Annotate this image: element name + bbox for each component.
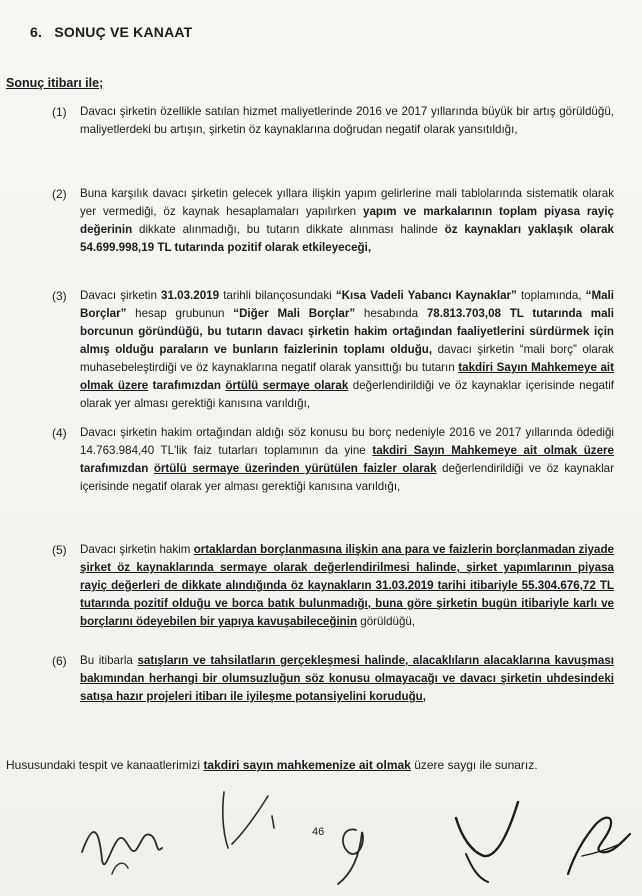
bold-text: öz kaynakları yaklaşık olarak 54.699.998,19 TL tutarında pozitif olarak etkileyeceği, bbox=[80, 223, 614, 254]
item-number: (3) bbox=[52, 289, 67, 303]
text-run: Davacı şirketin hakim ortağından aldığı söz konusu bu borç nedeniyle 2016 ve 2017 yıllarında ödediği 14.763.984,40 TL'lik faiz tutarları toplamının da yine bbox=[80, 426, 614, 457]
closing-statement bbox=[6, 756, 616, 774]
signature-5 bbox=[562, 804, 636, 884]
bold-text: yapım ve markalarının toplam piyasa rayiç değerinin bbox=[80, 205, 615, 236]
underlined-bold-text: takdiri Sayın Mahkemeye ait olmak üzere bbox=[80, 361, 615, 392]
item-text bbox=[80, 424, 614, 496]
conclusion-heading: Sonuç itibarı ile; bbox=[6, 76, 104, 90]
signature-1 bbox=[72, 790, 182, 880]
conclusion-item-2 bbox=[52, 185, 614, 257]
conclusion-item-6 bbox=[52, 652, 614, 706]
bold-text: 31.03.2019 bbox=[161, 289, 220, 302]
item-number: (5) bbox=[52, 543, 67, 557]
underlined-bold-text: takdiri Sayın Mahkemeye ait olmak üzere bbox=[372, 444, 615, 457]
conclusion-item-5 bbox=[52, 541, 614, 631]
item-text bbox=[80, 652, 614, 706]
section-number: 6. bbox=[30, 24, 43, 40]
bold-text: tarafımızdan bbox=[80, 462, 149, 475]
closing-text-after: üzere saygı ile sunarız. bbox=[410, 758, 538, 772]
bold-text: “Diğer Mali Borçlar” bbox=[233, 307, 356, 320]
closing-text-before: Hususundaki tespit ve kanaatlerimizi bbox=[6, 758, 204, 772]
bold-text: 78.813.703,08 TL tutarında mali borcunun göründüğü, bu tutarın davacı şirketin hakim ortağından faaliyetlerini sürdürmek için almış olduğu paraların ve bunların faizlerinin toplamı olduğu, bbox=[80, 307, 614, 356]
underlined-bold-text: satışların ve tahsilatların gerçekleşmesi halinde, alacaklıların alacaklarına kavuşması bakımından herhangi bir olumsuzluğun söz konusu olmayacağı ve davacı şirketin uhdesindeki satışa hazır projeleri itibarı ile iyileşme potansiyelini koruduğu, bbox=[80, 654, 614, 703]
section-title bbox=[30, 24, 192, 40]
item-text bbox=[80, 185, 614, 257]
text-run: değerlendirildiği ve öz kaynaklar içerisinde negatif olarak yer alması gerektiği kanısına varıldığı, bbox=[80, 379, 614, 410]
text-run: Bu itibarla bbox=[80, 654, 138, 667]
text-run: dikkate alınmadığı, bu tutarın dikkate alınması halinde bbox=[132, 223, 445, 236]
underlined-bold-text: örtülü sermaye olarak bbox=[225, 379, 349, 392]
conclusion-item-4 bbox=[52, 424, 614, 496]
bold-text: tarafımızdan bbox=[152, 379, 221, 392]
section-title-text: SONUÇ VE KANAAT bbox=[54, 24, 193, 40]
text-run: toplamında, bbox=[516, 289, 586, 302]
signature-4 bbox=[448, 798, 528, 888]
underlined-bold-text: ortaklardan borçlanmasına ilişkin ana para ve faizlerin borçlanmadan ziyade şirket öz kaynaklarında sermaye olarak değerlendirilmesi halinde, şirket yapımlarının piyasa rayiç değerleri de dikkate alındığında öz kaynakların 31.03.2019 tarihi itibariyle 55.304.676,72 TL tutarında pozitif olduğu ve borca batık bulunmadığı, buna göre şirketin bugün itibariyle karlı ve borçlarını ödeyebilen bir yapıya kavuşabileceğinin bbox=[80, 543, 614, 628]
item-number: (4) bbox=[52, 426, 67, 440]
text-run: görüldüğü, bbox=[357, 615, 416, 628]
bold-text: “Mali Borçlar” bbox=[80, 289, 615, 320]
signature-3 bbox=[326, 812, 396, 892]
item-text bbox=[80, 103, 614, 139]
conclusion-item-1 bbox=[52, 103, 614, 139]
text-run: hesap grubunun bbox=[126, 307, 234, 320]
text-run: davacı şirketin “mali borç” olarak muhasebeleştirdiği ve öz kaynaklarına negatif olarak yansıttığı bu tutarın bbox=[80, 343, 614, 374]
closing-text-emphasis: takdiri sayın mahkemenize ait olmak bbox=[203, 758, 411, 772]
text-run: Davacı şirketin hakim bbox=[80, 543, 194, 556]
bold-text: “Kısa Vadeli Yabancı Kaynaklar” bbox=[335, 289, 517, 302]
text-run: tarihli bilançosundaki bbox=[219, 289, 336, 302]
text-run: değerlendirildiği ve öz kaynaklar içerisinde negatif olarak yer alması gerektiği kanısına varıldığı, bbox=[80, 462, 614, 493]
text-run: Buna karşılık davacı şirketin gelecek yıllara ilişkin yapım gelirlerine mali tablolarında sistematik olarak yer vermediği, öz kaynak hesaplamaları yapılırken bbox=[80, 187, 614, 218]
item-number: (6) bbox=[52, 654, 67, 668]
signature-2 bbox=[212, 786, 302, 866]
item-number: (1) bbox=[52, 105, 67, 119]
item-text bbox=[80, 287, 614, 413]
item-text bbox=[80, 541, 614, 631]
text-run: Davacı şirketin bbox=[80, 289, 162, 302]
item-number: (2) bbox=[52, 187, 67, 201]
text-run: Davacı şirketin özellikle satılan hizmet maliyetlerinde 2016 ve 2017 yıllarında büyük bir artış görüldüğü, maliyetlerdeki bu artışın, şirketin öz kaynaklarına doğrudan negatif olarak yansıtıldığı, bbox=[80, 105, 614, 136]
conclusion-item-3 bbox=[52, 287, 614, 413]
underlined-bold-text: örtülü sermaye üzerinden yürütülen faizler olarak bbox=[153, 462, 437, 475]
text-run: hesabında bbox=[355, 307, 427, 320]
page-number: 46 bbox=[312, 826, 325, 838]
